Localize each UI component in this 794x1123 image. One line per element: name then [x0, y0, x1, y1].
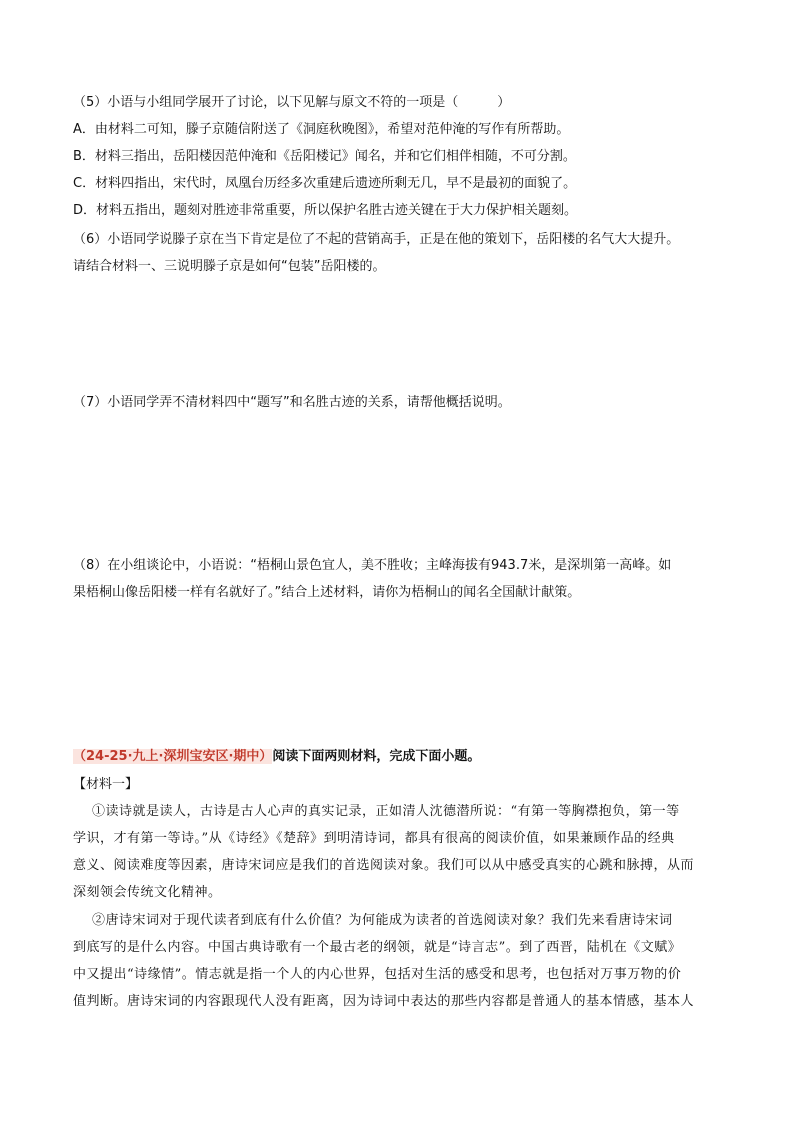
q5-stem: （5）小语与小组同学展开了讨论，以下见解与原文不符的一项是（ ） [73, 95, 511, 110]
q5-option-a: A．由材料二可知，滕子京随信附送了《洞庭秋晚图》，希望对范仲淹的写作有所帮助。 [73, 122, 570, 137]
paragraph-2-line: 中又提出“诗缘情”。情志就是指一个人的内心世界，包括对生活的感受和思考，也包括对万事万物的价 [73, 967, 682, 982]
q6-line-1: （6）小语同学说滕子京在当下肯定是位了不起的营销高手，正是在他的策划下，岳阳楼的名气大大提升。 [73, 232, 680, 247]
material-title: 【材料一】 [73, 777, 139, 792]
q7-line-1: （7）小语同学弄不清材料四中“题写”和名胜古迹的关系，请帮他概括说明。 [73, 395, 511, 410]
passage-header [73, 747, 480, 767]
paragraph-1-line: 学识，才有第一等诗。”从《诗经》《楚辞》到明清诗词，都具有很高的阅读价值，如果兼顾作品的经典 [73, 831, 675, 846]
paragraph-2-line: 到底写的是什么内容。中国古典诗歌有一个最古老的纲领，就是“诗言志”。到了西晋，陆机在《文赋》 [73, 940, 682, 955]
q5-option-b: B．材料三指出，岳阳楼因范仲淹和《岳阳楼记》闻名，并和它们相伴相随，不可分割。 [73, 149, 576, 164]
q8-line-1: （8）在小组谈论中，小语说：“梧桐山景色宜人，美不胜收；主峰海拔有943.7米，是深圳第一高峰。如 [73, 558, 672, 573]
q5-option-d: D．材料五指出，题刻对胜迹非常重要，所以保护名胜古迹关键在于大力保护相关题刻。 [73, 203, 578, 218]
q5-option-c: C．材料四指出，宋代时，凤凰台历经多次重建后遗迹所剩无几，早不是最初的面貌了。 [73, 176, 577, 191]
paragraph-2-line: ②唐诗宋词对于现代读者到底有什么价值？为何能成为读者的首选阅读对象？我们先来看唐诗宋词 [92, 913, 673, 928]
paragraph-1-line: ①读诗就是读人，古诗是古人心声的真实记录，正如清人沈德潜所说：“有第一等胸襟抱负，第一等 [92, 804, 680, 819]
paragraph-1-line: 意义、阅读难度等因素，唐诗宋词应是我们的首选阅读对象。我们可以从中感受真实的心跳和脉搏，从而 [73, 858, 695, 873]
source-tag: （24-25·九上·深圳宝安区·期中） [73, 749, 273, 764]
q8-line-2: 果梧桐山像岳阳楼一样有名就好了。”结合上述材料，请你为梧桐山的闻名全国献计献策。 [73, 585, 581, 600]
q6-line-2: 请结合材料一、三说明滕子京是如何“包装”岳阳楼的。 [73, 259, 386, 274]
paragraph-2-line: 值判断。唐诗宋词的内容跟现代人没有距离，因为诗词中表达的那些内容都是普通人的基本情感，基本人 [73, 994, 695, 1009]
paragraph-1-line: 深刻领会传统文化精神。 [73, 885, 222, 900]
passage-instruction: 阅读下面两则材料，完成下面小题。 [272, 749, 481, 764]
